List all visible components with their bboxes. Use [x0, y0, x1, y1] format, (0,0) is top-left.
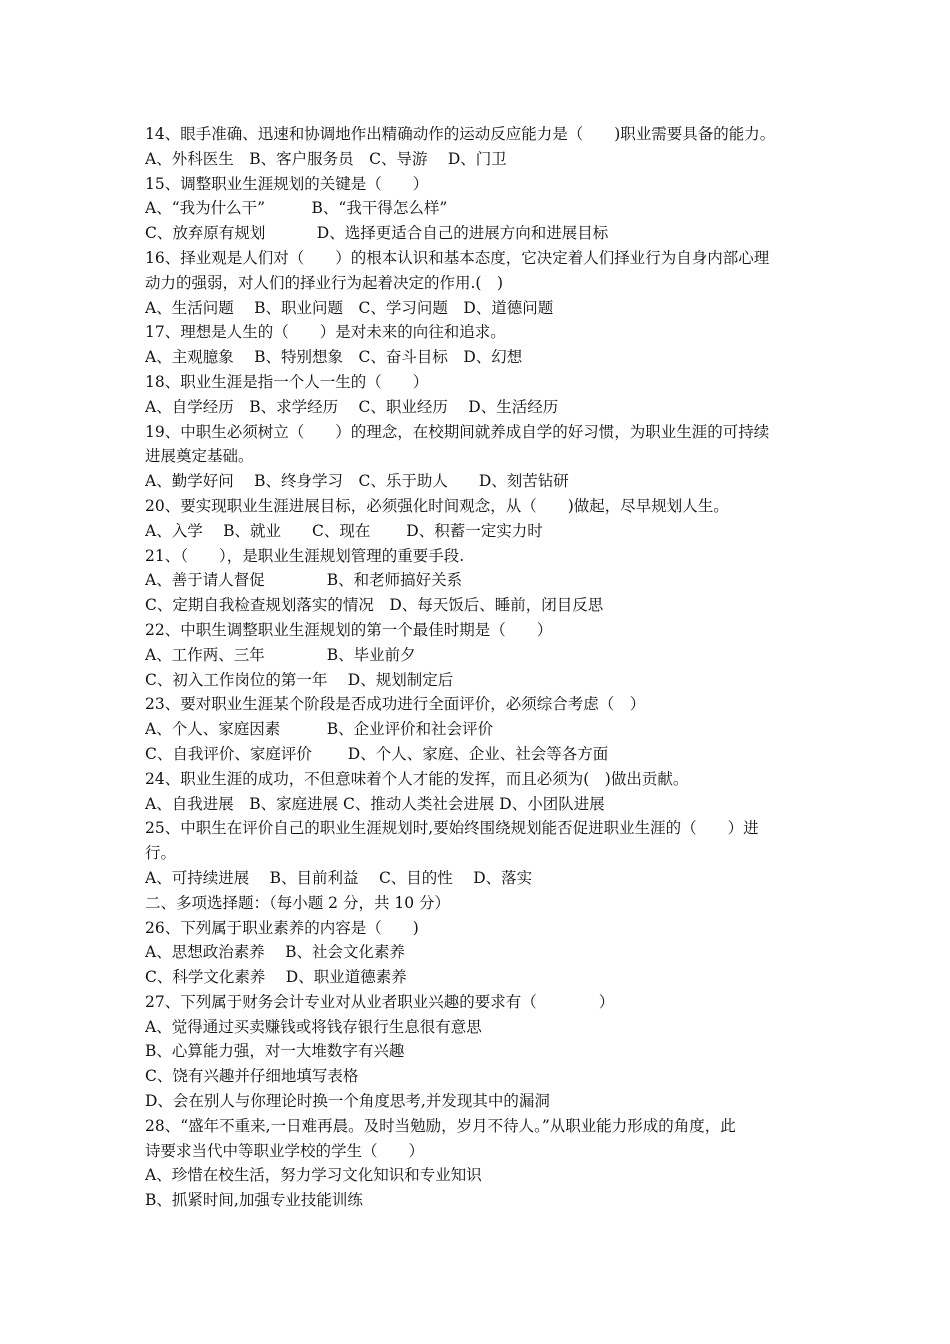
text-line: A、觉得通过买卖赚钱或将钱存银行生息很有意思	[145, 1017, 482, 1036]
text-line: A、生活问题 B、职业问题 C、学习问题 D、道德问题	[145, 298, 554, 317]
text-line: C、饶有兴趣并仔细地填写表格	[145, 1067, 359, 1086]
text-line: A、自学经历 B、求学经历 C、职业经历 D、生活经历	[145, 397, 559, 416]
text-line: C、科学文化素养 D、职业道德素养	[145, 968, 407, 987]
text-line: C、定期自我检查规划落实的情况 D、每天饭后、睡前，闭目反思	[145, 596, 604, 615]
text-line: C、初入工作岗位的第一年 D、规划制定后	[145, 670, 454, 689]
text-line: A、主观臆象 B、特别想象 C、奋斗目标 D、幻想	[145, 348, 523, 367]
text-line: A、善于请人督促 B、和老师搞好关系	[145, 571, 463, 590]
text-line: 二、多项选择题：（每小题 2 分，共 10 分）	[145, 893, 451, 912]
text-line: C、放弃原有规划 D、选择更适合自己的进展方向和进展目标	[145, 224, 609, 243]
text-line: D、会在别人与你理论时换一个角度思考,并发现其中的漏洞	[145, 1092, 550, 1111]
text-line: A、工作两、三年 B、毕业前夕	[145, 645, 416, 664]
text-line: A、勤学好问 B、终身学习 C、乐于助人 D、刻苦钻研	[145, 472, 569, 491]
text-line: 17、理想是人生的（ ）是对未来的向往和追求。	[145, 323, 506, 342]
text-line: A、“我为什么干” B、“我干得怎么样”	[145, 199, 448, 218]
text-line: A、个人、家庭因素 B、企业评价和社会评价	[145, 720, 494, 739]
text-line: 15、调整职业生涯规划的关键是（ ）	[145, 174, 429, 193]
text-line: A、入学 B、就业 C、现在 D、积蓄一定实力时	[145, 521, 543, 540]
text-line: B、心算能力强，对一大堆数字有兴趣	[145, 1042, 405, 1061]
text-line: B、抓紧时间,加强专业技能训练	[145, 1191, 363, 1210]
text-line: 20、要实现职业生涯进展目标，必须强化时间观念，从（ )做起，尽早规划人生。	[145, 496, 729, 515]
text-line: A、外科医生 B、客户服务员 C、导游 D、门卫	[145, 149, 507, 168]
document-page	[145, 122, 813, 1213]
text-line: 23、要对职业生涯某个阶段是否成功进行全面评价，必须综合考虑（ ）	[145, 695, 646, 714]
text-line: A、自我进展 B、家庭进展 C、推动人类社会进展 D、小团队进展	[145, 794, 605, 813]
text-line: 21、（ ），是职业生涯规划管理的重要手段.	[145, 546, 465, 565]
text-line: 18、职业生涯是指一个人一生的（ ）	[145, 372, 429, 391]
text-line: 行。	[145, 844, 177, 863]
text-line: 19、中职生必须树立（ ）的理念，在校期间就养成自学的好习惯，为职业生涯的可持续	[145, 422, 770, 441]
text-line: 动力的强弱，对人们的择业行为起着决定的作用.( )	[145, 273, 504, 292]
text-line: A、思想政治素养 B、社会文化素养	[145, 943, 406, 962]
text-line: A、珍惜在校生活，努力学习文化知识和专业知识	[145, 1166, 482, 1185]
text-line: 14、眼手准确、迅速和协调地作出精确动作的运动反应能力是（ )职业需要具备的能力。	[145, 125, 776, 143]
text-line: 26、下列属于职业素养的内容是（ )	[145, 918, 419, 937]
text-line: 25、中职生在评价自己的职业生涯规划时,要始终围绕规划能否促进职业生涯的（ ）进	[145, 819, 759, 838]
text-line: 22、中职生调整职业生涯规划的第一个最佳时期是（ ）	[145, 620, 553, 639]
text-line: 24、职业生涯的成功，不但意味着个人才能的发挥，而且必须为( )做出贡献。	[145, 769, 689, 788]
text-line: 进展奠定基础。	[145, 447, 254, 466]
text-line: C、自我评价、家庭评价 D、个人、家庭、企业、社会等各方面	[145, 744, 609, 763]
text-line: 28、“盛年不重来,一日难再晨。及时当勉励，岁月不待人。”从职业能力形成的角度，此	[145, 1116, 736, 1135]
text-line: 16、择业观是人们对（ ）的根本认识和基本态度，它决定着人们择业行为自身内部心理	[145, 248, 770, 267]
text-line: A、可持续进展 B、目前利益 C、目的性 D、落实	[145, 868, 533, 887]
text-line: 27、下列属于财务会计专业对从业者职业兴趣的要求有（ ）	[145, 992, 615, 1011]
text-line: 诗要求当代中等职业学校的学生（ ）	[145, 1141, 425, 1160]
